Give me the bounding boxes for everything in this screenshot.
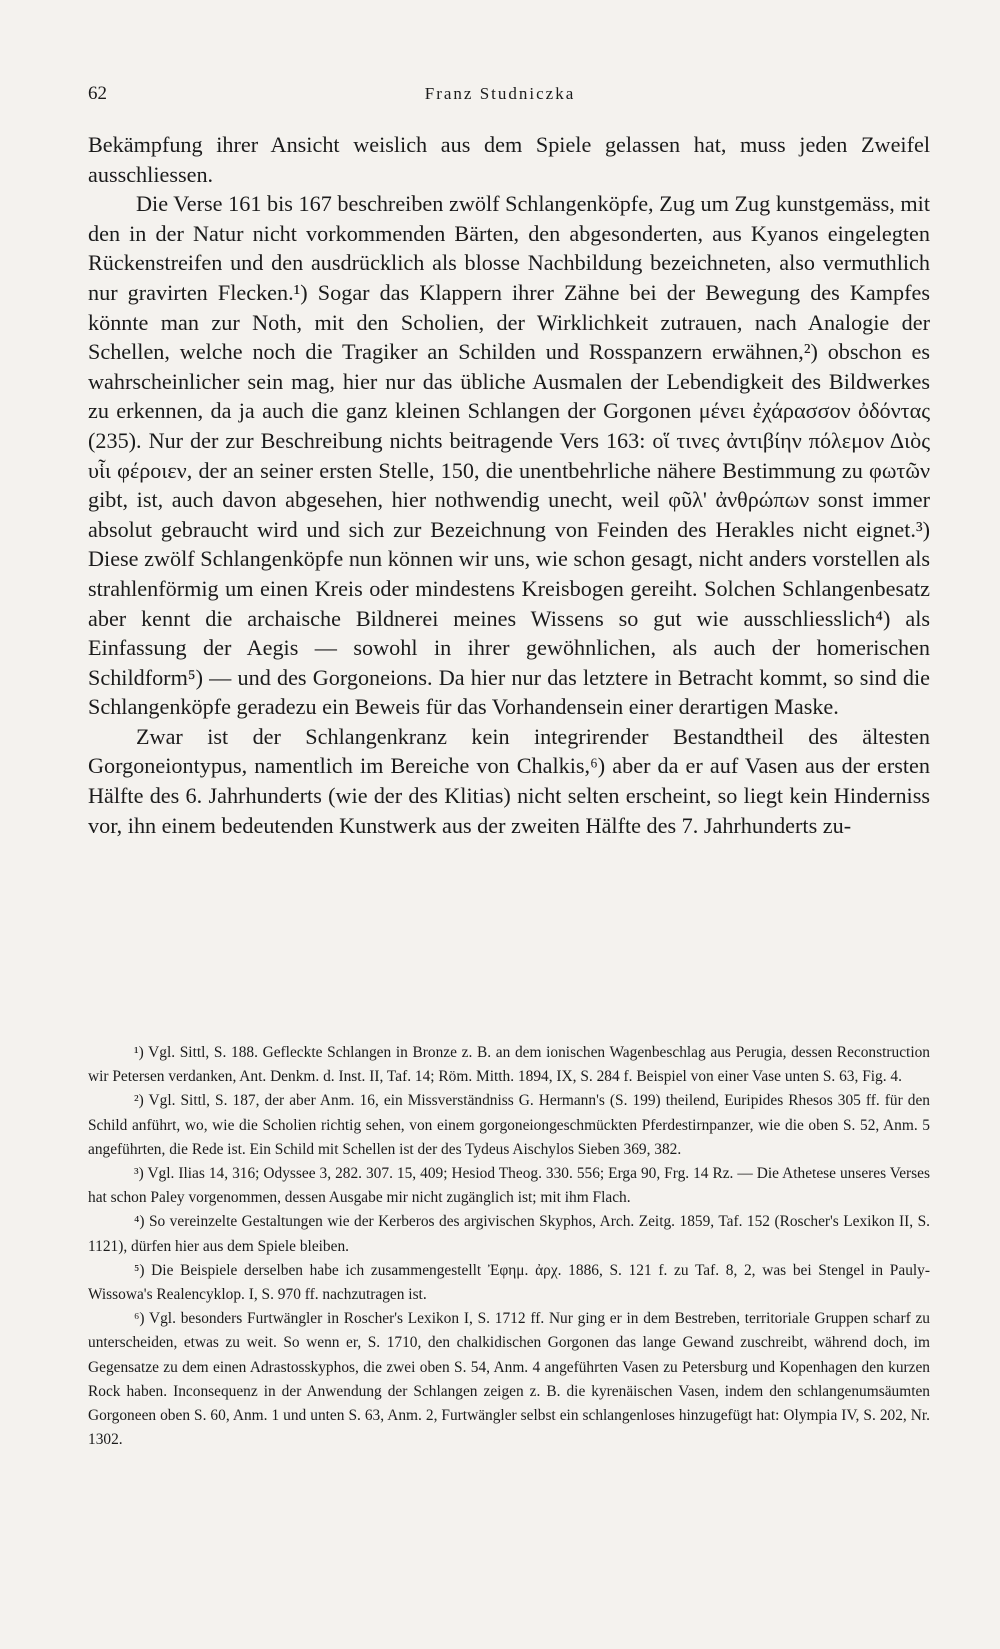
main-text <box>88 130 930 840</box>
footnote: ⁵) Die Beispiele derselben habe ich zusammengestellt Ἐφημ. ἀρχ. 1886, S. 121 f. zu Taf. 8, 2, was bei Stengel in Pauly-Wissowa's Realencyklop. I, S. 970 ff. nachzutragen ist. <box>88 1261 930 1304</box>
footnote: ¹) Vgl. Sittl, S. 188. Gefleckte Schlangen in Bronze z. B. an dem ionischen Wagenbeschlag aus Perugia, dessen Reconstruction wir Petersen verdanken, Ant. Denkm. d. Inst. II, Taf. 14; Röm. Mitth. 1894, IX, S. 284 f. Beispiel von einer Vase unten S. 63, Fig. 4. <box>88 1044 930 1086</box>
footnote: ⁴) So vereinzelte Gestaltungen wie der Kerberos des argivischen Skyphos, Arch. Zeitg. 1859, Taf. 152 (Roscher's Lexikon II, S. 1121), dürfen hier aus dem Spiele bleiben. <box>88 1213 930 1255</box>
page-number: 62 <box>88 83 107 104</box>
paragraph: Bekämpfung ihrer Ansicht weislich aus dem Spiele gelassen hat, muss jeden Zweifel ausschliessen. <box>88 132 930 187</box>
footnote: ²) Vgl. Sittl, S. 187, der aber Anm. 16, ein Missverständniss G. Hermann's (S. 199) theilend, Euripides Rhesos 305 ff. für den Schild anführt, wo, wie die Scholien richtig sehen, von einem gorgoneiongeschmückten Pferdestirnpanzer, wie die oben S. 52, Anm. 5 angeführten, die Rede ist. Ein Schild mit Schellen ist der des Tydeus Aischylos Sieben 369, 382. <box>88 1092 930 1158</box>
paragraph: Die Verse 161 bis 167 beschreiben zwölf Schlangenköpfe, Zug um Zug kunstgemäss, mit den in der Natur nicht vorkommenden Bärten, den abgesonderten, aus Kyanos eingelegten Rückenstreifen und den ausdrücklich als blosse Nachbildung bezeichneten, also vermuthlich nur gravirten Flecken.¹) Sogar das Klappern ihrer Zähne bei der Bewegung des Kampfes könnte man zur Noth, mit den Scholien, der Wirklichkeit zutrauen, nach Analogie der Schellen, welche noch die Tragiker an Schilden und Rosspanzern erwähnen,²) obschon es wahrscheinlicher sein mag, hier nur das übliche Ausmalen der Lebendigkeit des Bildwerkes zu erkennen, da ja auch die ganz kleinen Schlangen der Gorgonen μένει ἐχάρασσον ὀδόντας (235). Nur der zur Beschreibung nichts beitragende Vers 163: οἵ τινες ἀντιβίην πόλεμον Διὸς υἷι φέροιεν, der an seiner ersten Stelle, 150, die unentbehrliche nähere Bestimmung zu φωτῶν gibt, ist, auch davon abgesehen, hier nothwendig unecht, weil φῦλ' ἀνθρώπων sonst immer absolut gebraucht wird und sich zur Bezeichnung von Feinden des Herakles nicht eignet.³) Diese zwölf Schlangenköpfe nun können wir uns, wie schon gesagt, nicht anders vorstellen als strahlenförmig um einen Kreis oder mindestens Kreisbogen gereiht. Solchen Schlangenbesatz aber kennt die archaische Bildnerei meines Wissens so gut wie ausschliesslich⁴) als Einfassung der Aegis — sowohl in ihrer gewöhnlichen, als auch der homerischen Schildform⁵) — und des Gorgoneions. Da hier nur das letztere in Betracht kommt, so sind die Schlangenköpfe geradezu ein Beweis für das Vorhandensein einer derartigen Maske. <box>88 191 930 720</box>
running-head: Franz Studniczka <box>424 84 576 103</box>
paragraph: Zwar ist der Schlangenkranz kein integrirender Bestandtheil des ältesten Gorgoneiontypus, namentlich im Bereiche von Chalkis,⁶) aber da er auf Vasen aus der ersten Hälfte des 6. Jahrhunderts (wie der des Klitias) nicht selten erscheint, so liegt kein Hinderniss vor, ihn einem bedeutenden Kunstwerk aus der zweiten Hälfte des 7. Jahrhunderts zu- <box>88 723 930 838</box>
footnote: ³) Vgl. Ilias 14, 316; Odyssee 3, 282. 307. 15, 409; Hesiod Theog. 330. 556; Erga 90, Frg. 14 Rz. — Die Athetese unseres Verses hat schon Paley vorgenommen, dessen Ausgabe mir nicht zugänglich ist; mit ihm Flach. <box>88 1165 930 1207</box>
footnotes <box>88 1041 930 1452</box>
footnote: ⁶) Vgl. besonders Furtwängler in Roscher's Lexikon I, S. 1712 ff. Nur ging er in dem Bestreben, territoriale Gruppen scharf zu unterscheiden, etwas zu weit. So wenn er, S. 1710, den chalkidischen Gorgonen das lange Gewand zuschreibt, während doch, im Gegensatze zu dem einen Adrastosskyphos, die zwei oben S. 54, Anm. 4 angeführten Vasen zu Petersburg und Kopenhagen den kurzen Rock haben. Inconsequenz in der Anwendung der Schlangen zeigen z. B. die kyrenäischen Vasen, indem den schlangenumsäumten Gorgoneen oben S. 60, Anm. 1 und unten S. 63, Anm. 2, Furtwängler selbst ein schlangenloses hinzugefügt hat: Olympia IV, S. 202, Nr. 1302. <box>88 1310 930 1449</box>
